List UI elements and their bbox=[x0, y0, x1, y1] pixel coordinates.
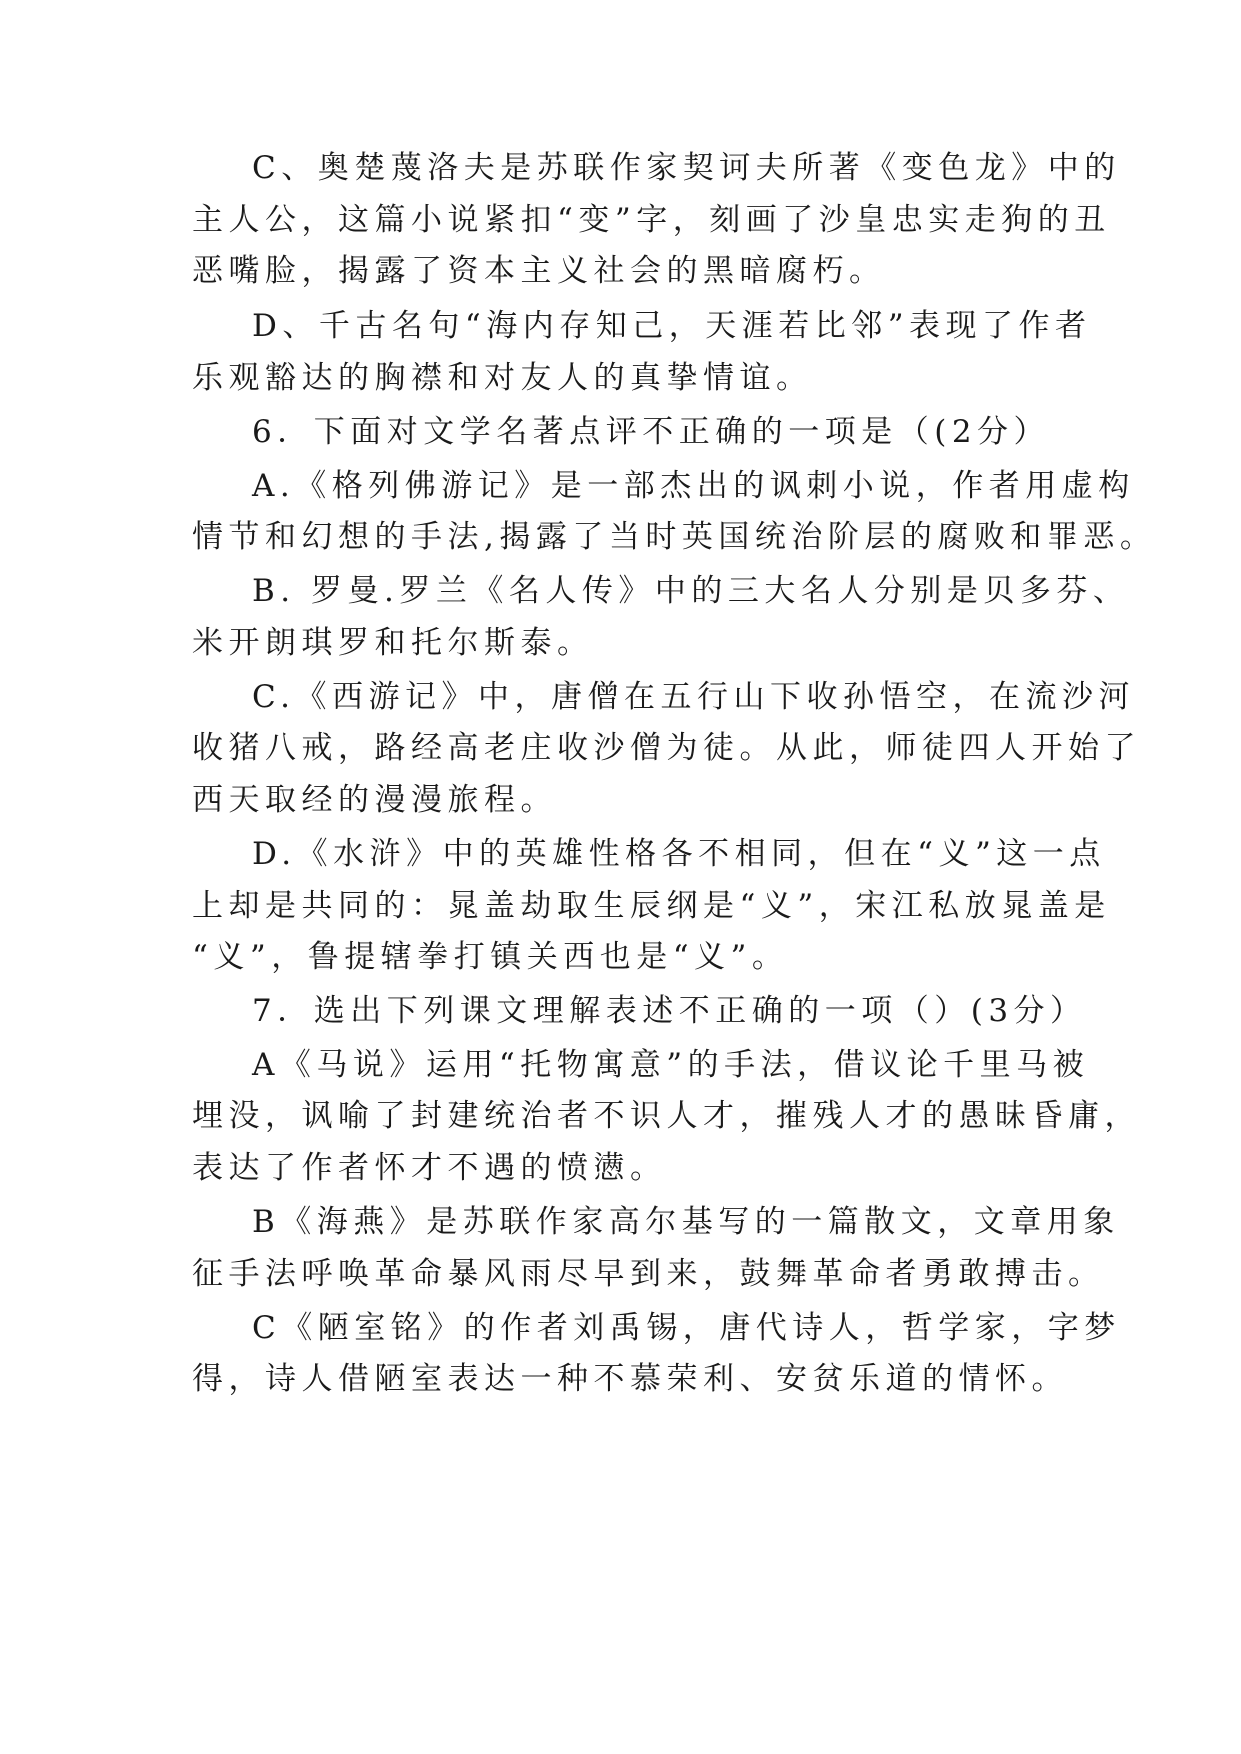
text-line: 表达了作者怀才不遇的愤懑。 bbox=[192, 1150, 667, 1186]
question-heading: 6．下面对文学名著点评不正确的一项是（(2分） bbox=[252, 414, 1051, 450]
text-line: 恶嘴脸，揭露了资本主义社会的黑暗腐朽。 bbox=[192, 253, 886, 289]
text-line: 得，诗人借陋室表达一种不慕荣利、安贫乐道的情怀。 bbox=[192, 1361, 1068, 1397]
text-line: “义”，鲁提辖拳打镇关西也是“义”。 bbox=[192, 939, 789, 975]
text-line: A.《格列佛游记》是一部杰出的讽刺小说，作者用虚构 bbox=[252, 468, 1135, 504]
text-line: C、奥楚蔑洛夫是苏联作家契诃夫所著《变色龙》中的 bbox=[252, 150, 1121, 186]
text-line: B《海燕》是苏联作家高尔基写的一篇散文，文章用象 bbox=[252, 1204, 1120, 1240]
text-line: 上却是共同的：晁盖劫取生辰纲是“义”，宋江私放晁盖是 bbox=[192, 888, 1111, 924]
text-line: D.《水浒》中的英雄性格各不相同，但在“义”这一点 bbox=[252, 836, 1106, 872]
text-line: 乐观豁达的胸襟和对友人的真挚情谊。 bbox=[192, 360, 813, 396]
text-line: C.《西游记》中，唐僧在五行山下收孙悟空，在流沙河 bbox=[252, 679, 1135, 715]
text-line: 埋没，讽喻了封建统治者不识人才，摧残人才的愚昧昏庸， bbox=[192, 1098, 1141, 1134]
question-heading: 7．选出下列课文理解表述不正确的一项（）(3分） bbox=[252, 993, 1087, 1029]
text-line: 主人公，这篇小说紧扣“变”字，刻画了沙皇忠实走狗的丑 bbox=[192, 202, 1111, 238]
text-line: 西天取经的漫漫旅程。 bbox=[192, 782, 557, 818]
text-line: 征手法呼唤革命暴风雨尽早到来，鼓舞革命者勇敢搏击。 bbox=[192, 1256, 1105, 1292]
text-line: D、千古名句“海内存知己，天涯若比邻”表现了作者 bbox=[252, 308, 1092, 344]
text-line: 米开朗琪罗和托尔斯泰。 bbox=[192, 625, 594, 661]
text-line: C《陋室铭》的作者刘禹锡，唐代诗人，哲学家，字梦 bbox=[252, 1310, 1121, 1346]
text-line: B. 罗曼.罗兰《名人传》中的三大名人分别是贝多芬、 bbox=[252, 573, 1130, 609]
text-line: 情节和幻想的手法,揭露了当时英国统治阶层的腐败和罪恶。 bbox=[192, 519, 1157, 555]
text-line: 收猪八戒，路经高老庄收沙僧为徒。从此，师徒四人开始了 bbox=[192, 730, 1141, 766]
text-line: A《马说》运用“托物寓意”的手法，借议论千里马被 bbox=[252, 1047, 1090, 1083]
